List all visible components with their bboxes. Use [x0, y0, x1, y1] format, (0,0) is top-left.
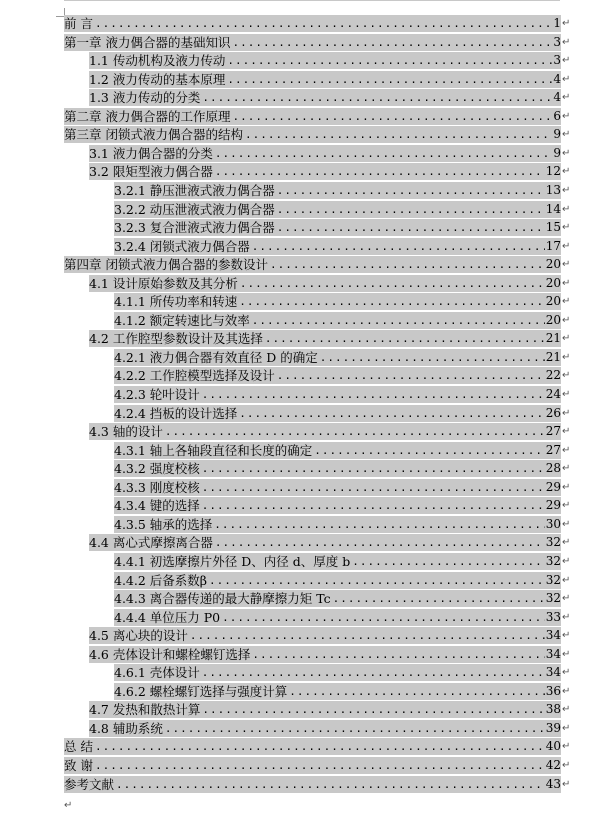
toc-entry-title: 4.4.2 后备系数β	[114, 573, 208, 588]
toc-entry-highlight	[89, 89, 561, 106]
toc-leader-dots	[277, 219, 545, 236]
toc-entry[interactable]	[64, 757, 570, 774]
toc-entry-title: 4.3.2 强度校核	[114, 461, 200, 476]
toc-entry-title: 1.1 传动机构及液力传动	[89, 53, 226, 68]
toc-entry-highlight	[64, 34, 561, 51]
toc-entry[interactable]	[114, 219, 570, 236]
paragraph-mark: ↵	[562, 426, 571, 437]
toc-leader-dots	[116, 776, 545, 793]
toc-entry-title: 4.2 工作腔型参数设计及其选择	[89, 331, 263, 346]
toc-leader-dots	[95, 15, 552, 32]
paragraph-mark: ↵	[562, 74, 571, 85]
toc-leader-dots	[239, 405, 544, 422]
toc-leader-dots	[289, 683, 544, 700]
toc-leader-dots	[232, 34, 552, 51]
toc-entry-highlight	[114, 664, 561, 681]
toc-entry-highlight	[114, 516, 561, 533]
toc-entry-title: 3.2.1 静压泄液式液力偶合器	[114, 183, 275, 198]
toc-leader-dots	[277, 367, 545, 384]
paragraph-mark: ↵	[562, 482, 571, 493]
toc-entry-page-number: 42	[545, 758, 561, 772]
toc-leader-dots	[352, 553, 544, 570]
toc-leader-dots	[202, 386, 545, 403]
toc-entry-highlight	[64, 15, 561, 32]
toc-leader-dots	[95, 757, 545, 774]
toc-entry[interactable]	[114, 293, 570, 310]
toc-leader-dots	[314, 442, 544, 459]
paragraph-mark: ↵	[562, 55, 571, 66]
paragraph-mark: ↵	[562, 333, 571, 344]
toc-entry[interactable]	[89, 646, 570, 663]
toc-leader-dots	[209, 572, 545, 589]
toc-leader-dots	[190, 627, 545, 644]
toc-entry-title: 4.3.4 键的选择	[114, 498, 200, 513]
toc-leader-dots	[245, 126, 552, 143]
toc-entry-highlight	[89, 52, 561, 69]
toc-entry-page-number: 33	[545, 610, 561, 624]
toc-entry[interactable]	[114, 664, 570, 681]
toc-leader-dots	[333, 590, 545, 607]
toc-entry-page-number: 20	[545, 276, 561, 290]
toc-entry-title: 4.6.2 螺栓螺钉选择与强度计算	[114, 684, 288, 699]
toc-entry-page-number: 39	[545, 721, 561, 735]
toc-entry[interactable]	[114, 590, 570, 607]
toc-entry-highlight	[114, 367, 561, 384]
toc-entry[interactable]	[114, 238, 570, 255]
toc-entry-highlight	[114, 497, 561, 514]
toc-entry-page-number: 34	[545, 647, 561, 661]
toc-leader-dots	[202, 497, 545, 514]
paragraph-mark: ↵	[562, 537, 571, 548]
toc-entry[interactable]	[114, 201, 570, 218]
toc-entry-highlight	[89, 423, 561, 440]
toc-leader-dots	[165, 423, 545, 440]
paragraph-mark: ↵	[562, 185, 571, 196]
toc-entry-page-number: 9	[553, 127, 561, 141]
toc-entry-page-number: 26	[545, 406, 561, 420]
toc-entry-highlight	[114, 201, 561, 218]
toc-entry-highlight	[114, 386, 561, 403]
toc-entry[interactable]	[89, 627, 570, 644]
toc-leader-dots	[265, 330, 545, 347]
toc-entry-page-number: 1	[553, 16, 561, 30]
toc-entry[interactable]	[114, 349, 570, 366]
toc-entry-title: 4.1.1 所传功率和转速	[114, 294, 238, 309]
toc-entry-title: 4.4 离心式摩擦离合器	[89, 535, 213, 550]
paragraph-mark: ↵	[562, 241, 571, 252]
toc-leader-dots	[252, 646, 544, 663]
paragraph-mark: ↵	[562, 315, 571, 326]
paragraph-mark: ↵	[562, 779, 571, 790]
toc-entry-title: 参考文献	[64, 777, 115, 792]
toc-entry-title: 第二章 液力偶合器的工作原理	[64, 109, 231, 124]
toc-entry[interactable]	[89, 720, 570, 737]
paragraph-mark: ↵	[562, 704, 571, 715]
toc-entry-title: 4.2.4 挡板的设计选择	[114, 406, 238, 421]
paragraph-mark: ↵	[562, 278, 571, 289]
paragraph-mark: ↵	[562, 222, 571, 233]
toc-leader-dots	[215, 534, 545, 551]
toc-entry-highlight	[89, 275, 561, 292]
toc-entry-page-number: 20	[545, 294, 561, 308]
paragraph-mark: ↵	[562, 370, 571, 381]
toc-entry-highlight	[64, 776, 561, 793]
paragraph-mark: ↵	[562, 463, 571, 474]
paragraph-mark: ↵	[562, 649, 571, 660]
toc-entry-highlight	[89, 71, 561, 88]
toc-entry-title: 4.7 发热和散热计算	[89, 702, 201, 717]
toc-entry-page-number: 43	[545, 777, 561, 791]
toc-entry-title: 4.5 离心块的设计	[89, 628, 188, 643]
paragraph-mark: ↵	[562, 686, 571, 697]
toc-entry[interactable]	[114, 182, 570, 199]
toc-entry-page-number: 14	[545, 202, 561, 216]
toc-entry-highlight	[114, 312, 561, 329]
paragraph-mark: ↵	[562, 667, 571, 678]
toc-entry-page-number: 27	[545, 424, 561, 438]
toc-entry-page-number: 13	[545, 183, 561, 197]
toc-entry-page-number: 32	[545, 535, 561, 549]
toc-entry-title: 3.2 限矩型液力偶合器	[89, 164, 213, 179]
toc-entry-page-number: 32	[545, 573, 561, 587]
toc-entry-title: 第三章 闭锁式液力偶合器的结构	[64, 127, 243, 142]
paragraph-mark: ↵	[562, 408, 571, 419]
toc-entry-page-number: 21	[545, 350, 561, 364]
paragraph-mark: ↵	[562, 352, 571, 363]
toc-entry-page-number: 17	[545, 239, 561, 253]
paragraph-mark: ↵	[562, 612, 571, 623]
toc-entry-title: 第一章 液力偶合器的基础知识	[64, 35, 231, 50]
toc-entry[interactable]	[114, 367, 570, 384]
toc-entry-page-number: 40	[545, 739, 561, 753]
paragraph-mark: ↵	[562, 741, 571, 752]
toc-entry-title: 4.2.3 轮叶设计	[114, 387, 200, 402]
toc-entry[interactable]	[64, 34, 570, 51]
toc-entry-title: 4.3.3 刚度校核	[114, 480, 200, 495]
toc-entry-highlight	[89, 627, 561, 644]
toc-entry[interactable]	[89, 163, 570, 180]
paragraph-mark: ↵	[562, 37, 571, 48]
toc-entry-title: 3.2.4 闭锁式液力偶合器	[114, 239, 250, 254]
toc-leader-dots	[202, 479, 545, 496]
toc-entry-highlight	[64, 757, 561, 774]
toc-entry-title: 第四章 闭锁式液力偶合器的参数设计	[64, 257, 268, 272]
toc-leader-dots	[165, 720, 545, 737]
toc-entry[interactable]	[89, 89, 570, 106]
paragraph-mark: ↵	[562, 723, 571, 734]
toc-leader-dots	[202, 460, 545, 477]
toc-entry-page-number: 38	[545, 702, 561, 716]
toc-leader-dots	[215, 163, 545, 180]
toc-entry[interactable]	[114, 609, 570, 626]
toc-entry-highlight	[89, 701, 561, 718]
toc-entry-highlight	[64, 256, 561, 273]
toc-entry[interactable]	[114, 405, 570, 422]
toc-entry-title: 3.2.3 复合泄液式液力偶合器	[114, 220, 275, 235]
toc-entry[interactable]	[89, 423, 570, 440]
toc-leader-dots	[252, 312, 545, 329]
toc-entry-page-number: 27	[545, 443, 561, 457]
toc-entry-page-number: 36	[545, 684, 561, 698]
toc-entry-page-number: 21	[545, 331, 561, 345]
toc-entry[interactable]	[114, 683, 570, 700]
toc-entry-page-number: 4	[553, 72, 561, 86]
toc-entry[interactable]	[89, 71, 570, 88]
toc-entry-title: 4.1 设计原始参数及其分析	[89, 276, 238, 291]
toc-leader-dots	[232, 108, 552, 125]
toc-entry-highlight	[89, 534, 561, 551]
toc-entry-highlight	[114, 553, 561, 570]
toc-leader-dots	[239, 293, 544, 310]
toc-entry[interactable]	[64, 256, 570, 273]
toc-leader-dots	[214, 516, 544, 533]
toc-entry-highlight	[64, 126, 561, 143]
paragraph-mark: ↵	[562, 519, 571, 530]
toc-entry-title: 4.2.2 工作腔模型选择及设计	[114, 368, 275, 383]
paragraph-mark: ↵	[562, 92, 571, 103]
toc-leader-dots	[215, 145, 553, 162]
toc-entry-page-number: 4	[553, 90, 561, 104]
toc-entry-title: 3.1 液力偶合器的分类	[89, 146, 213, 161]
toc-entry-highlight	[114, 590, 561, 607]
paragraph-mark: ↵	[562, 445, 571, 456]
toc-entry[interactable]	[64, 738, 570, 755]
toc-entry-highlight	[114, 460, 561, 477]
toc-entry-highlight	[114, 405, 561, 422]
toc-entry[interactable]	[64, 776, 570, 793]
toc-entry-highlight	[114, 349, 561, 366]
toc-entry-page-number: 20	[545, 313, 561, 327]
toc-entry-title: 4.6 壳体设计和螺栓螺钉选择	[89, 647, 251, 662]
toc-entry-highlight	[114, 572, 561, 589]
toc-leader-dots	[277, 182, 545, 199]
toc-entry[interactable]	[89, 145, 570, 162]
toc-entry-page-number: 34	[545, 665, 561, 679]
toc-entry-highlight	[114, 683, 561, 700]
toc-leader-dots	[202, 701, 544, 718]
toc-leader-dots	[202, 664, 545, 681]
toc-entry[interactable]	[114, 312, 570, 329]
toc-entry-highlight	[114, 479, 561, 496]
toc-entry-highlight	[89, 163, 561, 180]
paragraph-mark: ↵	[562, 389, 571, 400]
toc-leader-dots	[240, 275, 545, 292]
toc-entry[interactable]	[89, 534, 570, 551]
toc-entry-highlight	[64, 738, 561, 755]
toc-entry-page-number: 32	[545, 554, 561, 568]
toc-leader-dots	[222, 609, 545, 626]
paragraph-mark: ↵	[562, 760, 571, 771]
toc-entry[interactable]	[89, 330, 570, 347]
toc-entry-page-number: 29	[545, 480, 561, 494]
toc-entry-title: 前 言	[64, 16, 93, 31]
toc-entry-title: 4.4.4 单位压力 P0	[114, 610, 221, 625]
toc-entry-highlight	[114, 219, 561, 236]
toc-entry[interactable]	[64, 15, 570, 32]
toc-entry-highlight	[114, 609, 561, 626]
toc-entry-page-number: 34	[545, 628, 561, 642]
toc-entry[interactable]	[114, 442, 570, 459]
toc-entry[interactable]	[114, 572, 570, 589]
toc-entry-title: 总 结	[64, 739, 93, 754]
toc-entry[interactable]	[114, 479, 570, 496]
toc-entry-highlight	[114, 293, 561, 310]
toc-leader-dots	[270, 256, 545, 273]
toc-entry-highlight	[89, 145, 561, 162]
toc-entry-highlight	[89, 646, 561, 663]
toc-entry-title: 3.2.2 动压泄液式液力偶合器	[114, 202, 275, 217]
toc-entry-highlight	[114, 238, 561, 255]
page-top-rule	[64, 0, 560, 1]
toc-entry-page-number: 12	[545, 164, 561, 178]
toc-entry-title: 4.3.5 轴承的选择	[114, 517, 213, 532]
toc-entry-page-number: 15	[545, 220, 561, 234]
toc-entry[interactable]	[114, 516, 570, 533]
paragraph-mark: ↵	[64, 800, 73, 811]
toc-entry[interactable]	[89, 275, 570, 292]
toc-entry[interactable]	[64, 126, 570, 143]
toc-entry[interactable]	[64, 108, 570, 125]
toc-entry-title: 4.4.3 离合器传递的最大静摩擦力矩 Tc	[114, 591, 331, 606]
toc-entry-title: 4.8 辅助系统	[89, 721, 163, 736]
paragraph-mark: ↵	[562, 259, 571, 270]
toc-entry[interactable]	[89, 701, 570, 718]
paragraph-mark: ↵	[562, 148, 571, 159]
toc-entry-page-number: 32	[545, 591, 561, 605]
toc-entry-page-number: 24	[545, 387, 561, 401]
toc-entry-title: 4.4.1 初选摩擦片外径 D、内径 d、厚度 b	[114, 554, 351, 569]
paragraph-mark: ↵	[562, 166, 571, 177]
toc-entry-title: 4.6.1 壳体设计	[114, 665, 200, 680]
toc-leader-dots	[227, 71, 552, 88]
toc-entry[interactable]	[114, 460, 570, 477]
toc-entry-highlight	[114, 182, 561, 199]
toc-leader-dots	[320, 349, 545, 366]
paragraph-mark: ↵	[562, 593, 571, 604]
toc-entry-title: 4.2.1 液力偶合器有效直径 D 的确定	[114, 350, 318, 365]
paragraph-mark: ↵	[562, 129, 571, 140]
toc-entry-page-number: 20	[545, 257, 561, 271]
toc-entry-page-number: 22	[545, 368, 561, 382]
paragraph-mark: ↵	[562, 575, 571, 586]
paragraph-mark: ↵	[562, 630, 571, 641]
toc-entry[interactable]	[114, 497, 570, 514]
toc-entry-highlight	[89, 720, 561, 737]
toc-leader-dots	[227, 52, 552, 69]
paragraph-mark: ↵	[562, 500, 571, 511]
toc-entry-page-number: 6	[553, 109, 561, 123]
paragraph-mark: ↵	[562, 296, 571, 307]
toc-entry-title: 1.3 液力传动的分类	[89, 90, 201, 105]
toc-entry[interactable]	[114, 386, 570, 403]
toc-entry-page-number: 9	[553, 146, 561, 160]
toc-entry-page-number: 3	[553, 35, 561, 49]
paragraph-mark: ↵	[562, 556, 571, 567]
toc-entry-highlight	[114, 442, 561, 459]
toc-entry-title: 致 谢	[64, 758, 93, 773]
toc-entry[interactable]	[89, 52, 570, 69]
toc-leader-dots	[252, 238, 545, 255]
toc-entry-page-number: 29	[545, 498, 561, 512]
toc-entry-page-number: 3	[553, 53, 561, 67]
toc-entry-highlight	[64, 108, 561, 125]
toc-entry-title: 4.3 轴的设计	[89, 424, 163, 439]
toc-entry-title: 4.3.1 轴上各轴段直径和长度的确定	[114, 443, 313, 458]
toc-leader-dots	[277, 201, 545, 218]
toc-leader-dots	[202, 89, 552, 106]
paragraph-mark: ↵	[562, 111, 571, 122]
toc-entry-title: 4.1.2 额定转速比与效率	[114, 313, 250, 328]
toc-entry-highlight	[89, 330, 561, 347]
toc-entry-page-number: 30	[545, 517, 561, 531]
toc-leader-dots	[95, 738, 545, 755]
paragraph-mark: ↵	[562, 204, 571, 215]
toc-entry[interactable]	[114, 553, 570, 570]
toc-entry-title: 1.2 液力传动的基本原理	[89, 72, 226, 87]
paragraph-mark: ↵	[562, 18, 571, 29]
toc-entry-page-number: 28	[545, 461, 561, 475]
